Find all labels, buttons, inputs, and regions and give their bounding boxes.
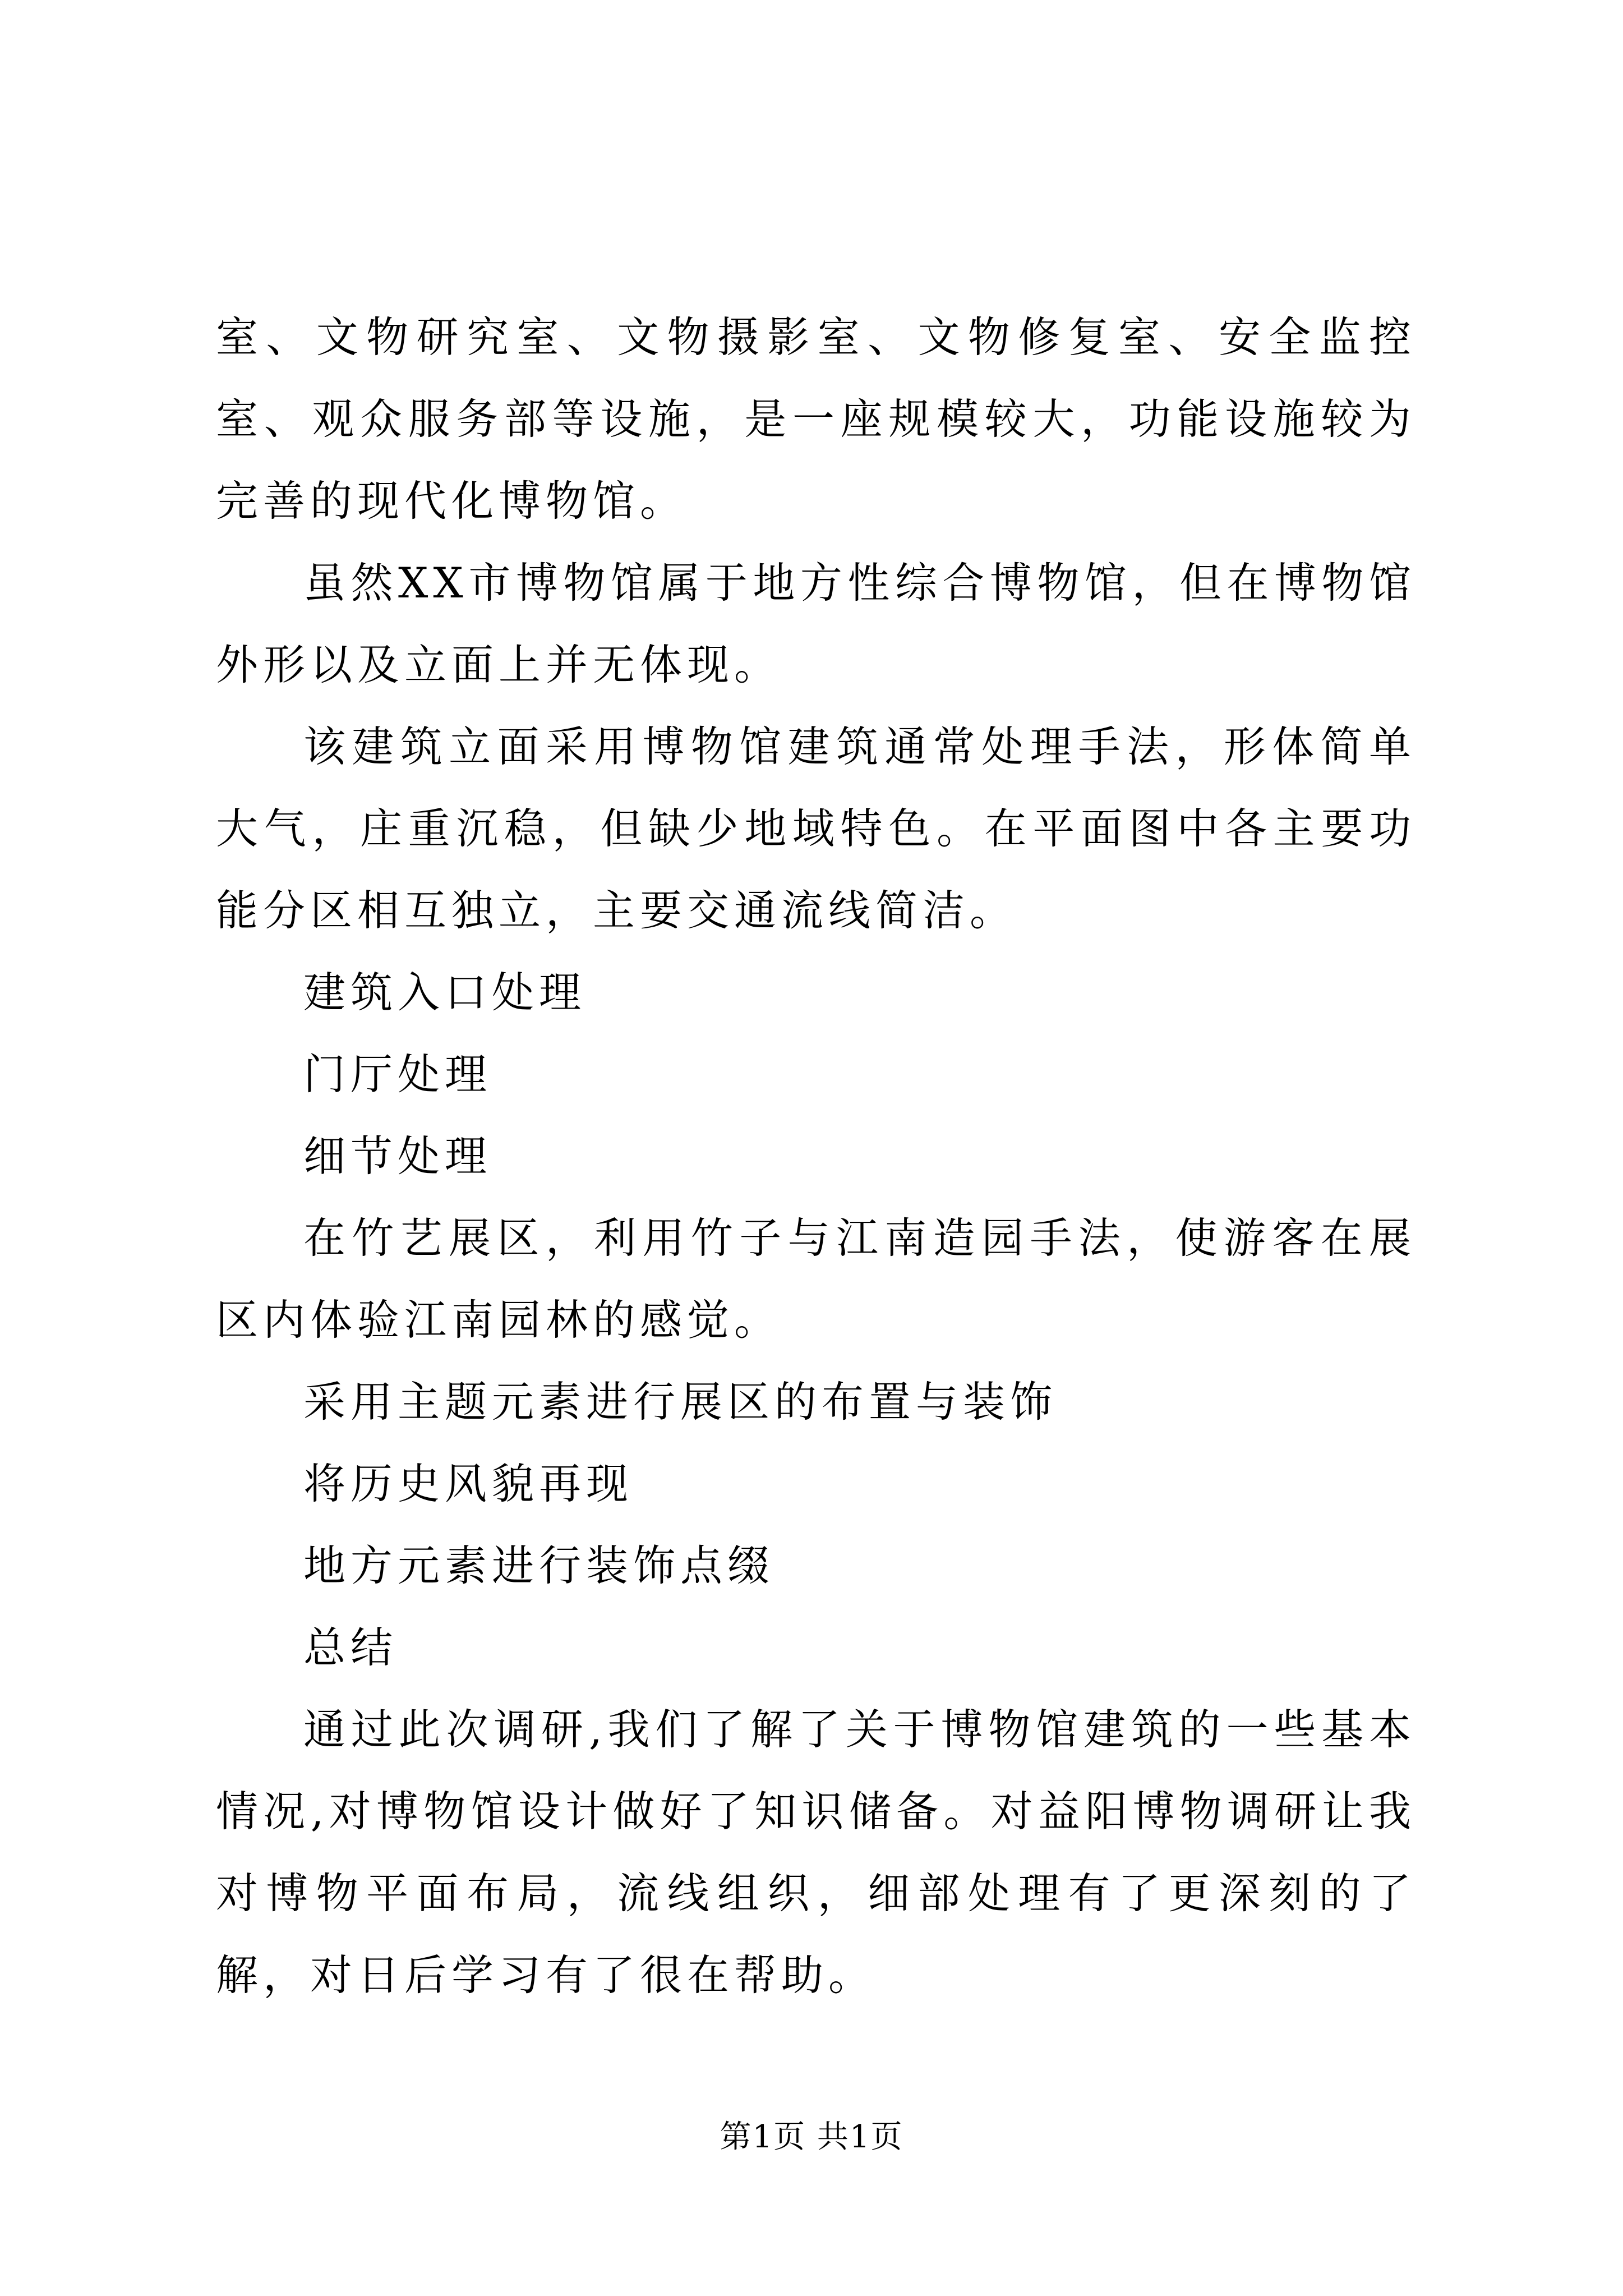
document-body	[216, 296, 1416, 2016]
paragraph-museum-type: 虽然XX市博物馆属于地方性综合博物馆，但在博物馆外形以及立面上并无体现。	[216, 558, 1416, 689]
heading-summary: 总结	[303, 1623, 398, 1672]
paragraph-bamboo-exhibit: 在竹艺展区，利用竹子与江南造园手法，使游客在展区内体验江南园林的感觉。	[216, 1213, 1416, 1345]
item-theme-elements: 采用主题元素进行展区的布置与装饰	[303, 1377, 1058, 1427]
heading-entrance: 建筑入口处理	[303, 968, 587, 1017]
heading-lobby: 门厅处理	[303, 1050, 492, 1099]
item-historic-style: 将历史风貌再现	[303, 1459, 634, 1508]
heading-details: 细节处理	[303, 1131, 492, 1181]
page-number-footer: 第1页 共1页	[720, 2119, 903, 2155]
paragraph-facilities: 室、文物研究室、文物摄影室、文物修复室、安全监控室、观众服务部等设施，是一座规模较大，功能设施较为完善的现代化博物馆。	[216, 312, 1416, 526]
paragraph-facade: 该建筑立面采用博物馆建筑通常处理手法，形体简单大气，庄重沉稳，但缺少地域特色。在平面图中各主要功能分区相互独立，主要交通流线简洁。	[216, 722, 1416, 935]
item-local-elements: 地方元素进行装饰点缀	[303, 1541, 775, 1590]
paragraph-summary: 通过此次调研,我们了解了关于博物馆建筑的一些基本情况,对博物馆设计做好了知识储备。对益阳博物调研让我对博物平面布局，流线组织，细部处理有了更深刻的了解，对日后学习有了很在帮助。	[216, 1705, 1416, 2000]
